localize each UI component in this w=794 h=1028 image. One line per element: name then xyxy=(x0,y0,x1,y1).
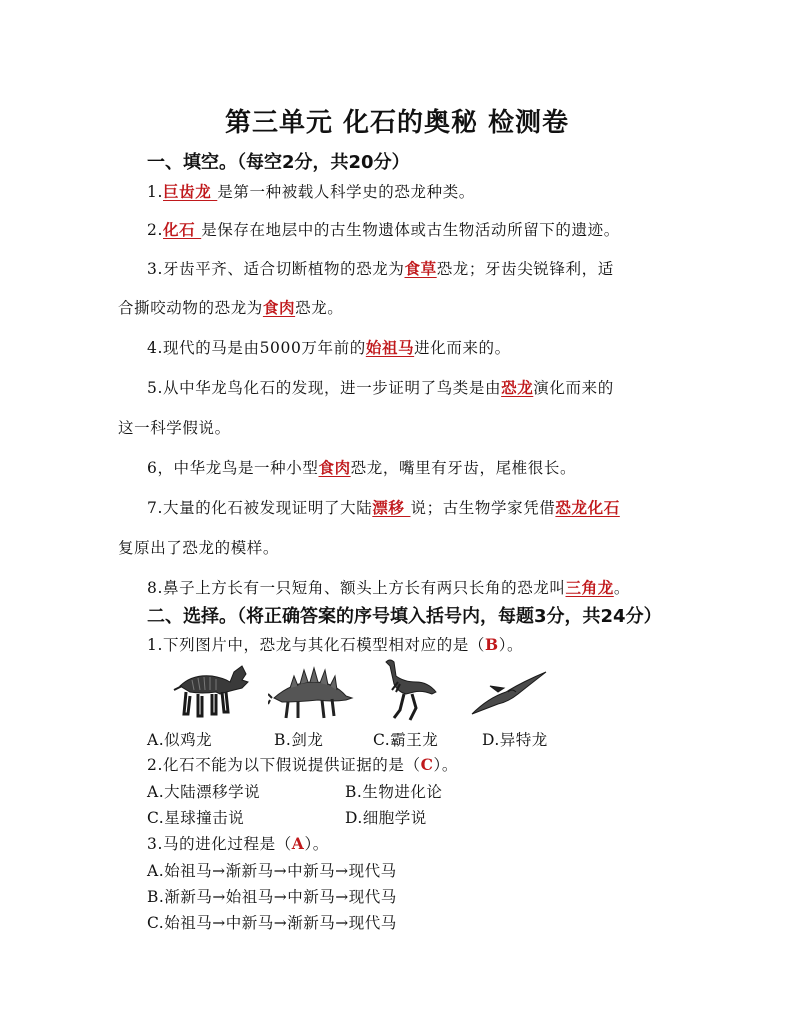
ornithomimus-image xyxy=(376,652,440,724)
fill-q8 xyxy=(147,576,630,598)
pterosaur-image xyxy=(468,652,550,724)
c3-text-2: ）。 xyxy=(304,835,329,853)
c3-text: 3.马的进化过程是（ xyxy=(147,835,292,853)
q5-answer: 恐龙 xyxy=(501,378,534,397)
q8-text-2: 。 xyxy=(613,579,630,597)
fill-q5-line1 xyxy=(147,376,614,398)
q1-number: 1. xyxy=(147,183,163,201)
q7-text-2: 说；古生物学家凭借 xyxy=(410,499,556,517)
fill-q6 xyxy=(147,456,576,478)
c2-answer: C xyxy=(420,755,434,774)
page-title: 第三单元 化石的奥秘 检测卷 xyxy=(224,108,570,138)
q2-answer: 化石 xyxy=(163,220,202,239)
c1-option-d: D.异特龙 xyxy=(482,731,548,749)
section-choice-heading: 二、选择。（将正确答案的序号填入括号内，每题3分，共24分） xyxy=(147,606,662,627)
c3-answer: A xyxy=(291,834,305,853)
q6-answer: 食肉 xyxy=(318,458,351,477)
fill-q5-line2: 这一科学假说。 xyxy=(118,419,231,437)
q1-text: 是第一种被载人科学史的恐龙种类。 xyxy=(217,183,475,201)
fill-q2 xyxy=(147,218,620,240)
q5-text-2: 演化而来的 xyxy=(533,379,614,397)
c1-text: 1.下列图片中，恐龙与其化石模型相对应的是（ xyxy=(147,636,485,654)
stegosaurus-skeleton-image xyxy=(268,652,356,724)
q3-text-2: 恐龙；牙齿尖锐锋利，适 xyxy=(436,260,614,278)
c3-option-a: A.始祖马→渐新马→中新马→现代马 xyxy=(147,862,397,880)
q3-answer-2: 食肉 xyxy=(262,298,296,317)
q7-text: 7.大量的化石被发现证明了大陆 xyxy=(147,499,373,517)
q1-answer: 巨齿龙 xyxy=(163,182,218,201)
choice-q3 xyxy=(147,832,329,854)
q2-number: 2. xyxy=(147,221,163,239)
c2-option-a: A.大陆漂移学说 xyxy=(147,783,261,801)
c3-option-c: C.始祖马→中新马→渐新马→现代马 xyxy=(147,914,397,932)
q6-text-2: 恐龙，嘴里有牙齿，尾椎很长。 xyxy=(350,459,577,477)
q6-text: 6，中华龙鸟是一种小型 xyxy=(147,459,319,477)
q5-text: 5.从中华龙鸟化石的发现，进一步证明了鸟类是由 xyxy=(147,379,502,397)
c1-option-c: C.霸王龙 xyxy=(373,731,439,749)
q7-answer-1: 漂移 xyxy=(372,498,411,517)
c1-text-2: ）。 xyxy=(498,636,524,654)
fill-q1 xyxy=(147,180,475,202)
fill-q7-line2: 复原出了恐龙的模样。 xyxy=(118,539,280,557)
q4-answer: 始祖马 xyxy=(365,338,415,357)
q3-text-3: 合撕咬动物的恐龙为 xyxy=(118,299,263,317)
triceratops-skeleton-image xyxy=(172,652,252,724)
q7-answer-2: 恐龙化石 xyxy=(555,498,620,517)
c2-text: 2.化石不能为以下假说提供证据的是（ xyxy=(147,756,421,774)
q2-text: 是保存在地层中的古生物遗体或古生物活动所留下的遗迹。 xyxy=(201,221,620,239)
q3-answer-1: 食草 xyxy=(404,259,437,278)
q4-text: 4.现代的马是由5000万年前的 xyxy=(147,339,366,357)
c2-text-2: ）。 xyxy=(433,756,458,774)
section-fill-blank-heading: 一、填空。（每空2分，共20分） xyxy=(147,152,410,173)
fill-q3-line2 xyxy=(118,296,343,318)
q3-text-4: 恐龙。 xyxy=(295,299,344,317)
c1-option-a: A.似鸡龙 xyxy=(147,731,213,749)
fill-q4 xyxy=(147,336,511,358)
c2-option-b: B.生物进化论 xyxy=(345,783,443,801)
c1-option-b: B.剑龙 xyxy=(274,731,324,749)
c2-option-d: D.细胞学说 xyxy=(345,809,427,827)
c3-option-b: B.渐新马→始祖马→中新马→现代马 xyxy=(147,888,397,906)
fill-q3-line1 xyxy=(147,257,614,279)
fill-q7-line1 xyxy=(147,496,620,518)
choice-q2 xyxy=(147,753,458,775)
c1-answer: B xyxy=(485,635,499,654)
q8-text: 8.鼻子上方长有一只短角、额头上方长有两只长角的恐龙叫 xyxy=(147,579,566,597)
q8-answer: 三角龙 xyxy=(565,578,614,597)
q3-text: 3.牙齿平齐、适合切断植物的恐龙为 xyxy=(147,260,405,278)
c2-option-c: C.星球撞击说 xyxy=(147,809,245,827)
q4-text-2: 进化而来的。 xyxy=(414,339,511,357)
